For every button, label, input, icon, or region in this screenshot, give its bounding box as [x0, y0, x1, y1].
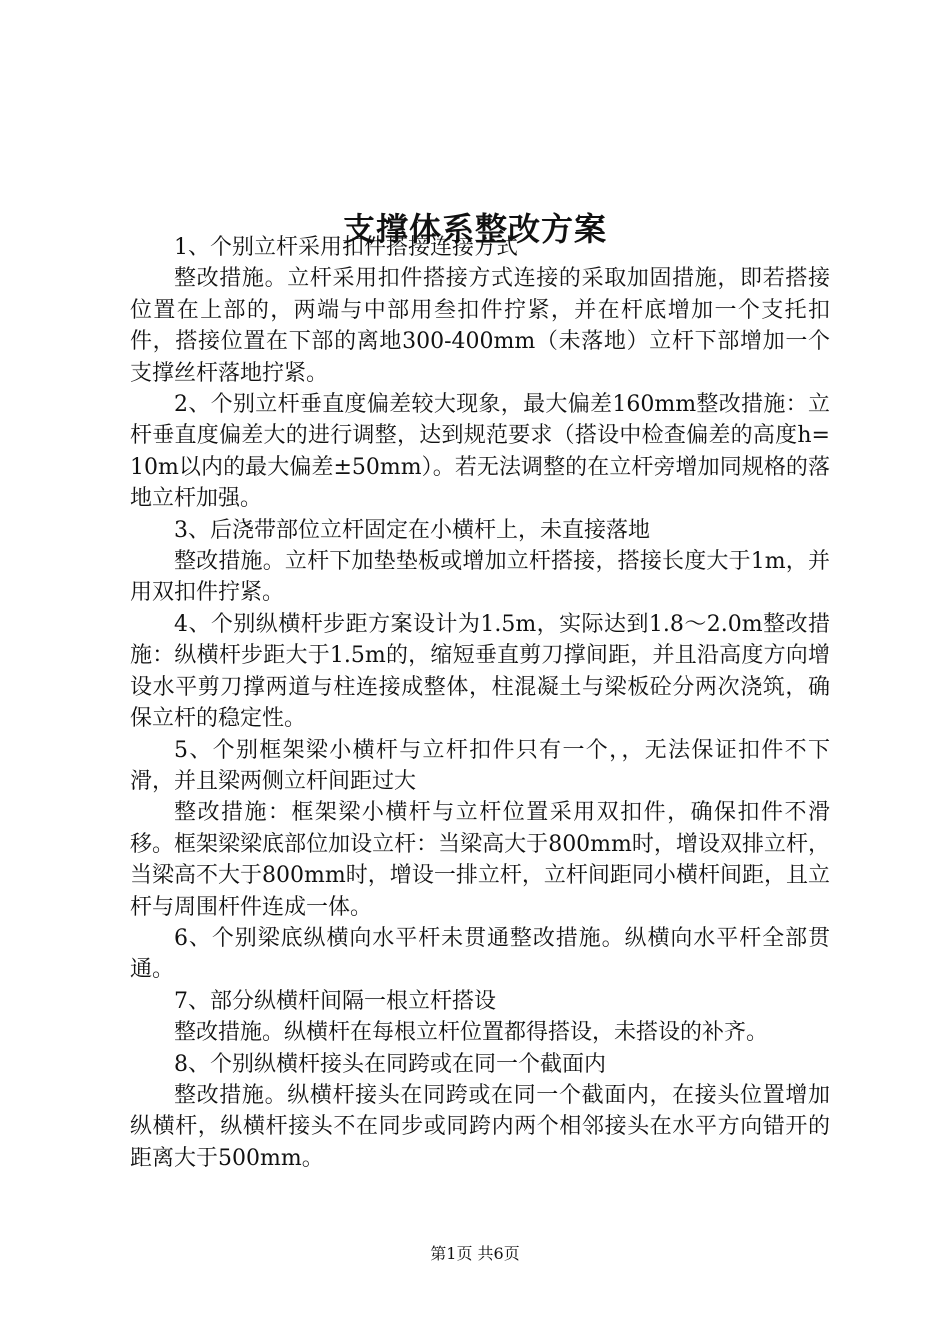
- paragraph-4: 4、个别纵横杆步距方案设计为1.5m，实际达到1.8～2.0m整改措施：纵横杆步距大于1.5m的，缩短垂直剪刀撑间距，并且沿高度方向增设水平剪刀撑两道与柱连接成整体，柱混凝土与梁板砼分两次浇筑，确保立杆的稳定性。: [130, 611, 830, 732]
- paragraph-3-heading: 3、后浇带部位立杆固定在小横杆上，未直接落地: [174, 517, 650, 543]
- paragraph-1-heading: 1、个别立杆采用扣件搭接连接方式: [174, 235, 518, 260]
- paragraph-8-heading: 8、个别纵横杆接头在同跨或在同一个截面内: [174, 1051, 606, 1077]
- page-footer: 第1页 共6页: [430, 1244, 520, 1263]
- document-title: 支撑体系整改方案: [342, 210, 607, 249]
- paragraph-1-measure: 整改措施。立杆采用扣件搭接方式连接的采取加固措施，即若搭接位置在上部的，两端与中部用叁扣件拧紧，并在杆底增加一个支托扣件，搭接位置在下部的离地300-400mm（未落地）立杆下部增加一个支撑丝杆落地拧紧。: [130, 266, 830, 386]
- paragraph-5-heading: 5、个别框架梁小横杆与立杆扣件只有一个，，无法保证扣件不下滑，并且梁两侧立杆间距过大: [130, 737, 830, 794]
- paragraph-5-measure: 整改措施：框架梁小横杆与立杆位置采用双扣件，确保扣件不滑移。框架梁梁底部位加设立杆：当梁高大于800mm时，增设双排立杆，当梁高不大于800mm时，增设一排立杆，立杆间距同小横杆间距，且立杆与周围杆件连成一体。: [130, 800, 830, 920]
- paragraph-7-heading: 7、部分纵横杆间隔一根立杆搭设: [174, 988, 496, 1014]
- paragraph-3-measure: 整改措施。立杆下加垫垫板或增加立杆搭接，搭接长度大于1m，并用双扣件拧紧。: [130, 549, 830, 606]
- paragraph-2: 2、个别立杆垂直度偏差较大现象，最大偏差160mm整改措施：立杆垂直度偏差大的进行调整，达到规范要求（搭设中检查偏差的高度h=10m以内的最大偏差±50mm）。若无法调整的在立杆旁增加同规格的落地立杆加强。: [130, 392, 830, 512]
- paragraph-6: 6、个别梁底纵横向水平杆未贯通整改措施。纵横向水平杆全部贯通。: [130, 925, 830, 983]
- paragraph-8-measure: 整改措施。纵横杆接头在同跨或在同一个截面内，在接头位置增加纵横杆，纵横杆接头不在同步或同跨内两个相邻接头在水平方向错开的距离大于500mm。: [130, 1082, 830, 1171]
- document-body: [130, 232, 830, 1174]
- paragraph-7-measure: 整改措施。纵横杆在每根立杆位置都得搭设，未搭设的补齐。: [174, 1020, 769, 1046]
